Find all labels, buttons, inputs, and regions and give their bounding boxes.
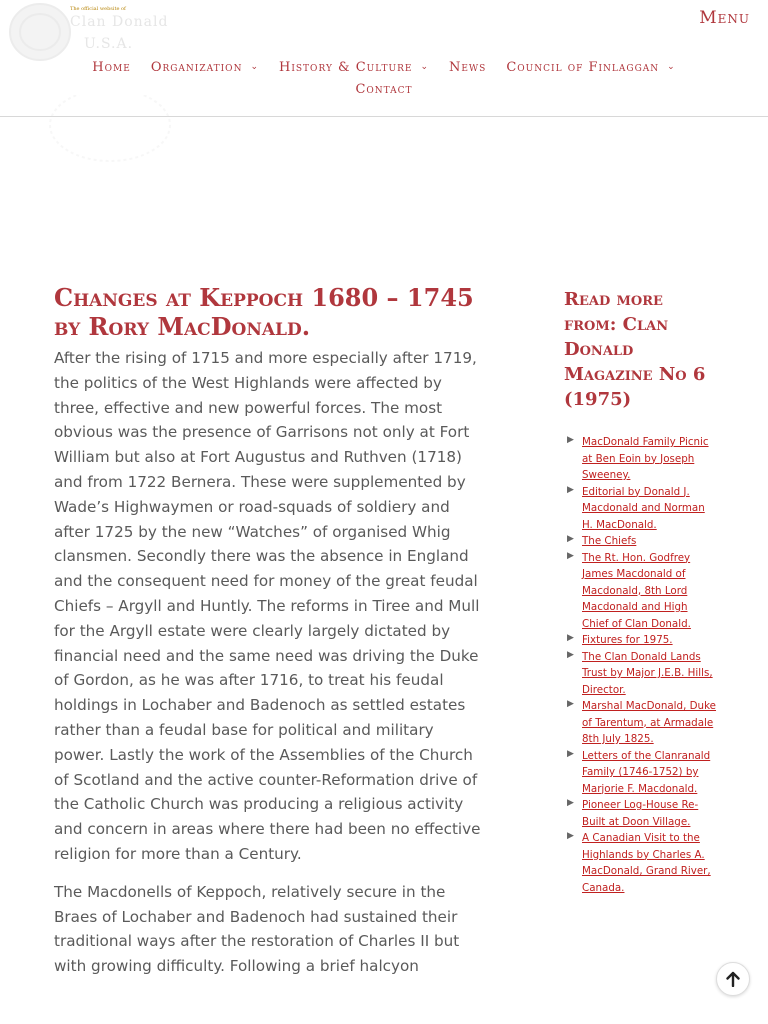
faded-crest-watermark (30, 95, 190, 170)
list-item (564, 484, 716, 534)
related-article-link[interactable]: MacDonald Family Picnic at Ben Eoin by Joseph Sweeney. (582, 436, 709, 481)
nav-item-label: News (448, 59, 487, 75)
chevron-down-icon: ⌄ (250, 62, 259, 72)
list-item (564, 533, 716, 550)
caret-right-icon: ▶ (567, 830, 574, 840)
related-article-link[interactable]: Editorial by Donald J. Macdonald and Norman H. MacDonald. (582, 485, 705, 531)
related-article-link[interactable]: Pioneer Log-House Re-Built at Doon Village. (582, 799, 699, 828)
nav-item-label: Council of Finlaggan (506, 59, 660, 75)
list-item (564, 797, 716, 830)
caret-right-icon: ▶ (567, 483, 574, 494)
article-paragraph: After the rising of 1715 and more especially after 1719, the politics of the West Highlands were affected by three, effective and new powerful forces. The most obvious was the presence of Garrisons not only at Fort William but also at Fort Augustus and Ruthven (1718) and from 1722 Bernera. These were supplemented by Wade’s Highwaymen or road-squads of soldiery and after 1725 by the new “Watches” of organised Whig clansmen. Secondly there was the absence in England and the consequent need for money of the great feudal Chiefs – Argyll and Huntly. The reforms in Tiree and Mull for the Argyll estate were clearly largely dictated by financial need and the same need was driving the Duke of Gordon, as he was after 1716, to treat his feudal holdings in Lochaber and Badenoch as settled estates rather than a feudal base for political and military power. Lastly the work of the Assemblies of the Church of Scotland and the active counter-Reformation drive of the Catholic Church was producing a religious activity and concern in areas where there had been no effective religion for more than a Century. (54, 349, 481, 863)
nav-item-label: History & Culture (279, 59, 413, 75)
clan-crest-icon (8, 2, 72, 62)
site-logo[interactable] (8, 2, 198, 62)
menu-toggle-button[interactable]: Menu (699, 8, 750, 28)
related-articles-list (564, 434, 716, 896)
list-item (564, 698, 716, 748)
caret-right-icon: ▶ (567, 434, 574, 444)
logo-name-line2: U.S.A. (84, 36, 134, 52)
nav-item-home[interactable] (92, 60, 131, 75)
chevron-down-icon: ⌄ (667, 62, 676, 72)
logo-name-line1: Clan Donald (70, 14, 169, 30)
sidebar-title: Read more from: Clan Donald Magazine No 6 (1975) (564, 289, 706, 410)
caret-right-icon: ▶ (567, 533, 574, 543)
related-article-link[interactable]: Marshal MacDonald, Duke of Tarentum, at Armadale 8th July 1825. (582, 700, 717, 745)
sidebar-read-more (564, 287, 716, 896)
related-article-link[interactable]: The Clan Donald Lands Trust by Major J.E.B. Hills, Director. (582, 650, 713, 696)
list-item (564, 830, 716, 896)
article-title: Changes at Keppoch 1680 – 1745 by Rory MacDonald. (54, 283, 474, 341)
list-item (564, 748, 716, 798)
caret-right-icon: ▶ (567, 648, 574, 659)
article-content (54, 283, 484, 992)
related-article-link[interactable]: Letters of the Clanranald Family (1746-1752) by Marjorie F. Macdonald. (582, 749, 711, 795)
article-paragraph: The Macdonells of Keppoch, relatively secure in the Braes of Lochaber and Badenoch had sustained their traditional ways after the restoration of Charles II but with growing difficulty. Following a brief halcyon (54, 882, 460, 976)
list-item (564, 649, 716, 699)
caret-right-icon: ▶ (567, 797, 574, 807)
list-item (564, 434, 716, 484)
caret-right-icon: ▶ (567, 698, 574, 708)
nav-item-label: Organization (150, 59, 243, 75)
chevron-down-icon: ⌄ (420, 62, 429, 72)
arrow-up-icon (726, 971, 740, 987)
list-item (564, 632, 716, 649)
caret-right-icon: ▶ (567, 747, 574, 758)
related-article-link[interactable]: The Chiefs (582, 535, 637, 547)
related-article-link[interactable]: A Canadian Visit to the Highlands by Charles A. MacDonald, Grand River, Canada. (582, 832, 711, 894)
main-navigation (0, 56, 768, 100)
nav-item-organization[interactable] (151, 60, 259, 75)
list-item (564, 550, 716, 633)
clan-crest-icon (30, 95, 190, 170)
nav-item-label: Home (92, 59, 131, 75)
scroll-to-top-button[interactable] (716, 962, 750, 996)
nav-row-primary (0, 56, 768, 78)
related-article-link[interactable]: The Rt. Hon. Godfrey James Macdonald of Macdonald, 8th Lord Macdonald and High Chief of Clan Donald. (582, 551, 691, 630)
nav-item-news[interactable] (449, 60, 486, 75)
related-article-link[interactable]: Fixtures for 1975. (582, 634, 673, 646)
nav-item-label: Contact (355, 81, 413, 97)
nav-item-history-culture[interactable] (279, 60, 429, 75)
caret-right-icon: ▶ (567, 549, 574, 560)
logo-tagline: The official website of (70, 6, 126, 12)
nav-item-council-of-finlaggan[interactable] (506, 60, 675, 75)
caret-right-icon: ▶ (567, 632, 574, 642)
nav-item-contact[interactable] (355, 82, 412, 97)
